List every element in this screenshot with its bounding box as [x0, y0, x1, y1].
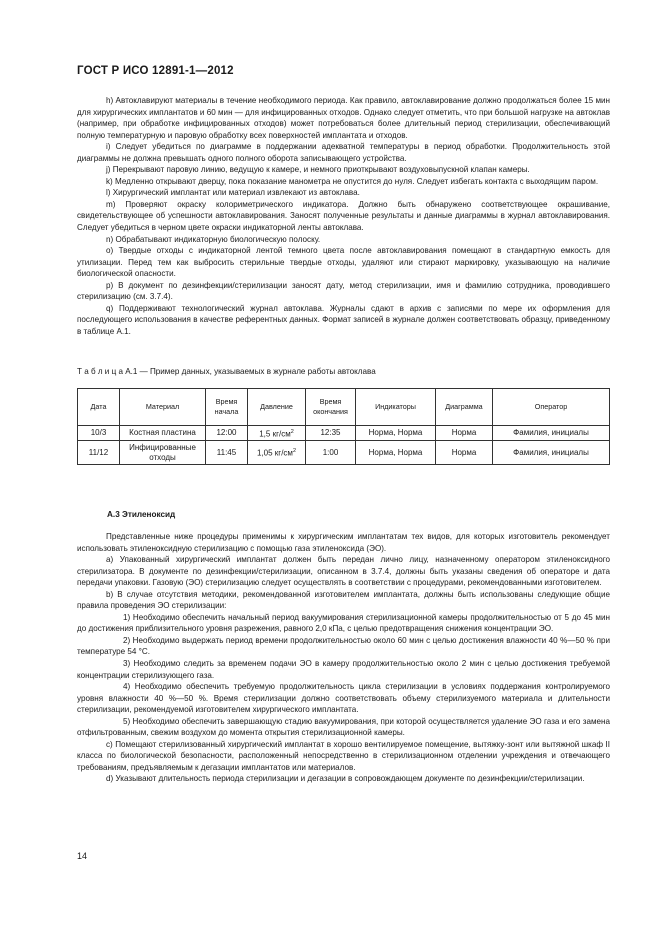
header-cell: Материал	[120, 389, 206, 426]
header-cell: Время начала	[206, 389, 248, 426]
list-item-i: i) Следует убедиться по диаграмме в поддержании адекватной температуры в период обработки. Продолжительность этой диаграммы не должна превышать одного полного оборота записывающего устройства.	[77, 142, 610, 163]
list-item-k: k) Медленно открывают дверцу, пока показание манометра не опустится до нуля. Следует избегать контакта с выходящим паром.	[106, 176, 599, 186]
list-item-h: h) Автоклавируют материалы в течение необходимого периода. Как правило, автоклавирование должно продолжаться более 15 мин для хирургических имплантатов и 60 мин — для инфицированных отходов. Однако следует отметить, что при большой нагрузке на автоклав (например, при обработке инфицированных отходов) может потребоваться более длительный период стерилизации, обеспечивающий полную температурную и паровую обработку всех поверхностей имплантата и отходов.	[77, 96, 610, 140]
list-item-o: o) Твердые отходы с индикаторной лентой темного цвета после автоклавирования помещают в стандартную емкость для утилизации. Перед тем как выбросить стерильные твердые отходы, удаляют или стирают маркировку, указывающую на наличие биологической опасности.	[77, 246, 610, 279]
table-header-row	[78, 389, 610, 426]
table-cell: Фамилия, инициалы	[493, 426, 610, 441]
section-title: А.3 Этиленоксид	[107, 510, 176, 519]
list-item-j: j) Перекрывают паровую линию, ведущую к камере, и немного приоткрывают воздуховыпускной клапан камеры.	[106, 165, 530, 175]
table-cell: Норма, Норма	[356, 426, 436, 441]
table-cell: 11:45	[206, 441, 248, 465]
header-cell: Индикаторы	[356, 389, 436, 426]
sub-item-1: 1) Необходимо обеспечить начальный период вакуумирования стерилизационной камеры продолжительностью от 5 до 45 мин до достижения приблизительного уровня разрежения, равного 2,0 кПа, с целью предотвращения снижения концентрации ЭО.	[77, 612, 610, 634]
list-item-m: m) Проверяют окраску колориметрического индикатора. Должно быть обнаружено соответствующее окрашивание, свидетельствующее об успешности автоклавирования. Заносят полученные результаты и данные диаграммы в журнал автоклавирования. Следует убедиться в черном цвете окраски индикаторной ленты автоклава.	[77, 199, 610, 233]
list-item-d: d) Указывают длительность периода стерилизации и дегазации в сопровождающем документе по дезинфекции/стерилизации.	[106, 774, 585, 784]
sub-item-4: 4) Необходимо обеспечить требуемую продолжительность цикла стерилизации в условиях поддержания контролируемого уровня влажности 40 %—50 %. Время стерилизации должно соответствовать объему стерилизуемого материала и длительности стерилизации, рекомендуемой изготовителем хирургического имплантата.	[77, 682, 610, 715]
paragraph: Представленные ниже процедуры применимы к хирургическим имплантатам тех видов, для которых изготовитель рекомендует использовать этиленоксидную стерилизацию с помощью газа этиленоксида (ЭО).	[77, 532, 610, 553]
table-cell: 10/3	[78, 426, 120, 441]
unit-superscript: 2	[292, 448, 296, 455]
unit-superscript: 2	[290, 428, 294, 435]
table-cell: Норма	[436, 441, 493, 465]
table-cell: 1:00	[306, 441, 356, 465]
table-row	[78, 426, 610, 441]
procedure-list-top	[77, 95, 610, 337]
sub-item-5: 5) Необходимо обеспечить завершающую стадию вакуумирования, при которой осуществляется удаление ЭО газа и его замена отфильтрованным, свежим воздухом до момента открытия стерилизационной камеры.	[77, 716, 610, 738]
list-item-p: p) В документ по дезинфекции/стерилизации заносят дату, метод стерилизации, имя и фамилию сотрудника, проводившего стерилизацию (см. 3.7.4).	[77, 280, 610, 302]
table-cell: 11/12	[78, 441, 120, 465]
table-cell: Инфицированные отходы	[120, 441, 206, 465]
autoclave-log-table	[77, 388, 610, 465]
procedure-list-bottom	[77, 531, 610, 785]
table-cell: Фамилия, инициалы	[493, 441, 610, 465]
table-cell: Норма, Норма	[356, 441, 436, 465]
pressure-value: 1,05 кг/см	[257, 448, 293, 458]
list-item-l: l) Хирургический имплантат или материал извлекают из автоклава.	[106, 188, 360, 198]
table-cell: Костная пластина	[120, 426, 206, 441]
header-cell: Давление	[248, 389, 306, 426]
table-cell: Норма	[436, 426, 493, 441]
table-cell: 12:35	[306, 426, 356, 441]
list-item-b: b) В случае отсутствия методики, рекомендованной изготовителем имплантата, должны быть использованы следующие общие правила проведения ЭО стерилизации:	[77, 589, 610, 611]
sub-item-3: 3) Необходимо следить за временем подачи ЭО в камеру продолжительностью около 2 мин с целью достижения требуемой концентрации стерилизующего газа.	[77, 659, 610, 680]
table-cell	[248, 441, 306, 465]
list-item-c: c) Помещают стерилизованный хирургический имплантат в хорошо вентилируемое помещение, вытяжку-зонт или вытяжной шкаф II класса по биологической безопасности, расположенный непосредственно в стерилизационном отделении учреждения и отвечающего требованиям, предъявляемым к дегазации имплантатов или материалов.	[77, 739, 610, 772]
header-cell: Дата	[78, 389, 120, 426]
table-caption: Т а б л и ц а А.1 — Пример данных, указываемых в журнале работы автоклава	[77, 367, 376, 376]
header-cell: Диаграмма	[436, 389, 493, 426]
table-row	[78, 441, 610, 465]
sub-item-2: 2) Необходимо выдержать период времени продолжительностью около 60 мин с целью достижения влажности 40 %—50 % при температуре 54 °С.	[77, 635, 610, 657]
header-cell: Время окончания	[306, 389, 356, 426]
table-cell: 12:00	[206, 426, 248, 441]
document-header: ГОСТ Р ИСО 12891-1—2012	[77, 65, 234, 77]
table-cell	[248, 426, 306, 441]
list-item-a: a) Упакованный хирургический имплантат должен быть передан лично лицу, назначенному оператором этиленоксидного стерилизатора. В документе по дезинфекции/стерилизации, описанном в 3.7.4, должны быть указаны сведения об операторе и дата передачи упаковки. Газовую (ЭО) стерилизацию следует осуществлять в соответствии с процедурами, рекомендованными изготовителем.	[77, 555, 610, 588]
list-item-n: n) Обрабатывают индикаторную биологическую полоску.	[106, 234, 321, 244]
page-number: 14	[77, 851, 88, 861]
header-cell: Оператор	[493, 389, 610, 426]
list-item-q: q) Поддерживают технологический журнал автоклава. Журналы сдают в архив с записями по мере их оформления для последующего использования в качестве референтных данных. Формат записей в журнале должен соответствовать образцу, приведенному в таблице А.1.	[77, 303, 610, 336]
pressure-value: 1,5 кг/см	[259, 429, 291, 439]
